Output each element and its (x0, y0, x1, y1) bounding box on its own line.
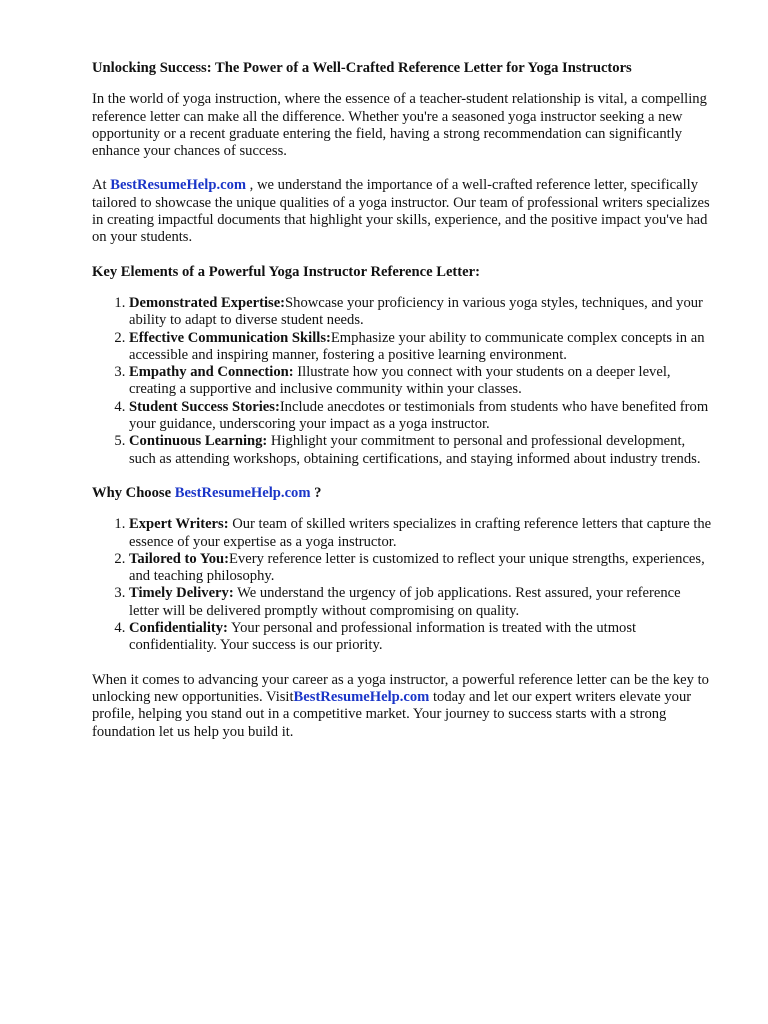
item-label: Continuous Learning: (129, 433, 268, 450)
list-item (129, 516, 712, 551)
closing-after: today and let our expert writers elevate your profile, helping you stand out in a competitive market. Your journey to success starts with a strong foundation let us help you build it. (92, 688, 692, 740)
item-text: We understand the urgency of job applications. Rest assured, your reference letter will be delivered promptly without compromising on quality. (129, 585, 681, 619)
item-label: Demonstrated Expertise: (129, 294, 286, 311)
list-item (129, 295, 712, 330)
item-label: Tailored to You: (129, 550, 230, 567)
list-item (129, 399, 712, 434)
list-item (129, 551, 712, 586)
item-text: Your personal and professional information is treated with the utmost confidentiality. Your success is our priority. (129, 620, 637, 654)
why-heading-link[interactable]: BestResumeHelp.com (174, 484, 311, 501)
key-elements-heading: Key Elements of a Powerful Yoga Instructor Reference Letter: (92, 263, 480, 280)
about-text: , we understand the importance of a well-crafted reference letter, specifically tailored to showcase the unique qualities of a yoga instructor. Our team of professional writers specializes in creating impactful documents that highlight your skills, experience, and the positive impact you've had on your students. (92, 177, 710, 246)
item-label: Timely Delivery: (129, 585, 234, 602)
document-page (92, 60, 712, 741)
list-item (129, 620, 712, 655)
list-item (129, 364, 712, 399)
item-text: Emphasize your ability to communicate complex concepts in an accessible and inspiring manner, fostering a positive learning environment. (129, 329, 705, 363)
why-heading-suffix: ? (310, 484, 322, 501)
key-elements-list (92, 295, 712, 468)
why-choose-heading (92, 485, 712, 502)
item-text: Include anecdotes or testimonials from students who have benefited from your guidance, underscoring your impact as a yoga instructor. (129, 398, 709, 433)
about-paragraph (92, 177, 712, 246)
item-label: Student Success Stories: (129, 398, 280, 415)
list-item (129, 330, 712, 365)
document-title: Unlocking Success: The Power of a Well-Crafted Reference Letter for Yoga Instructors (92, 60, 632, 76)
about-link[interactable]: BestResumeHelp.com (110, 177, 247, 194)
item-text: Illustrate how you connect with your students on a deeper level, creating a supportive and inclusive community within your classes. (129, 364, 671, 398)
about-prefix: At (92, 177, 111, 194)
item-label: Confidentiality: (129, 620, 228, 637)
item-label: Effective Communication Skills: (129, 329, 331, 346)
item-text: Every reference letter is customized to reflect your unique strengths, experiences, and teaching philosophy. (129, 550, 705, 585)
closing-before: When it comes to advancing your career as a yoga instructor, a powerful reference letter can be the key to unlocking new opportunities. Visit (92, 671, 709, 705)
why-choose-list (92, 516, 712, 654)
list-item (129, 585, 712, 620)
intro-paragraph: In the world of yoga instruction, where the essence of a teacher-student relationship is vital, a compelling reference letter can make all the difference. Whether you're a seasoned yoga instructor seeking a new opportunity or a recent graduate entering the field, having a strong recommendation can significantly enhance your chances of success. (92, 91, 707, 160)
item-text: Showcase your proficiency in various yoga styles, techniques, and your ability to adapt to diverse student needs. (129, 294, 703, 329)
closing-link[interactable]: BestResumeHelp.com (293, 688, 430, 705)
item-label: Expert Writers: (129, 516, 229, 533)
item-text: Our team of skilled writers specializes in crafting reference letters that capture the essence of your expertise as a yoga instructor. (129, 516, 712, 550)
item-label: Empathy and Connection: (129, 364, 294, 381)
closing-paragraph (92, 672, 712, 741)
why-heading-prefix: Why Choose (92, 484, 175, 501)
item-text: Highlight your commitment to personal and professional development, such as attending workshops, obtaining certifications, and staying informed about industry trends. (129, 433, 701, 467)
list-item (129, 433, 712, 468)
